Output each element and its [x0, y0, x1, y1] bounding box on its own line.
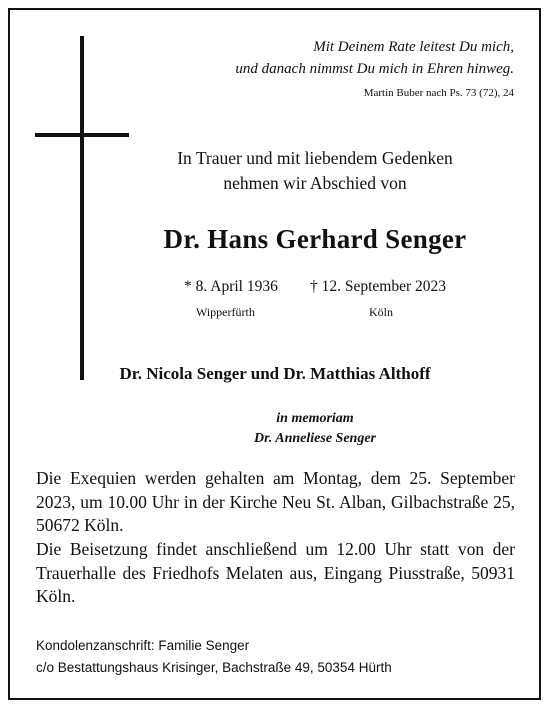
- birth-date: * 8. April 1936: [184, 278, 278, 295]
- death-place: Köln: [369, 305, 393, 319]
- condolence-address-line-1: Kondolenzanschrift: Familie Senger: [36, 638, 250, 653]
- condolence-address-line-2: c/o Bestattungshaus Krisinger, Bachstraße 49, 50354 Hürth: [36, 660, 392, 675]
- intro-text: [140, 146, 490, 196]
- in-memoriam: [140, 409, 490, 449]
- deceased-name: Dr. Hans Gerhard Senger: [163, 224, 467, 254]
- mourners: Dr. Nicola Senger und Dr. Matthias Althoff: [119, 364, 431, 383]
- death-date: † 12. September 2023: [310, 278, 447, 295]
- quote-line-2: und danach nimmst Du mich in Ehren hinweg.: [235, 61, 514, 77]
- memoriam-label: in memoriam: [276, 411, 354, 426]
- cross-icon-horizontal: [35, 133, 129, 137]
- intro-line-2: nehmen wir Abschied von: [223, 173, 407, 193]
- birth-place: Wipperfürth: [196, 305, 255, 319]
- memoriam-name: Dr. Anneliese Senger: [254, 431, 376, 446]
- quote-source: Martin Buber nach Ps. 73 (72), 24: [363, 87, 514, 99]
- exequien-paragraph: Die Exequien werden gehalten am Montag, dem 25. September 2023, um 10.00 Uhr in der Kirche Neu St. Alban, Gilbachstraße 25, 50672 Köln.: [36, 468, 515, 535]
- intro-line-1: In Trauer und mit liebendem Gedenken: [177, 148, 453, 168]
- beisetzung-paragraph: Die Beisetzung findet anschließend um 12.00 Uhr statt von der Trauerhalle des Friedhofs Melaten aus, Eingang Piusstraße, 50931 Köln.: [36, 539, 515, 606]
- quote-line-1: Mit Deinem Rate leitest Du mich,: [313, 39, 514, 55]
- cross-icon-vertical: [80, 36, 84, 380]
- bible-quote: [235, 36, 514, 80]
